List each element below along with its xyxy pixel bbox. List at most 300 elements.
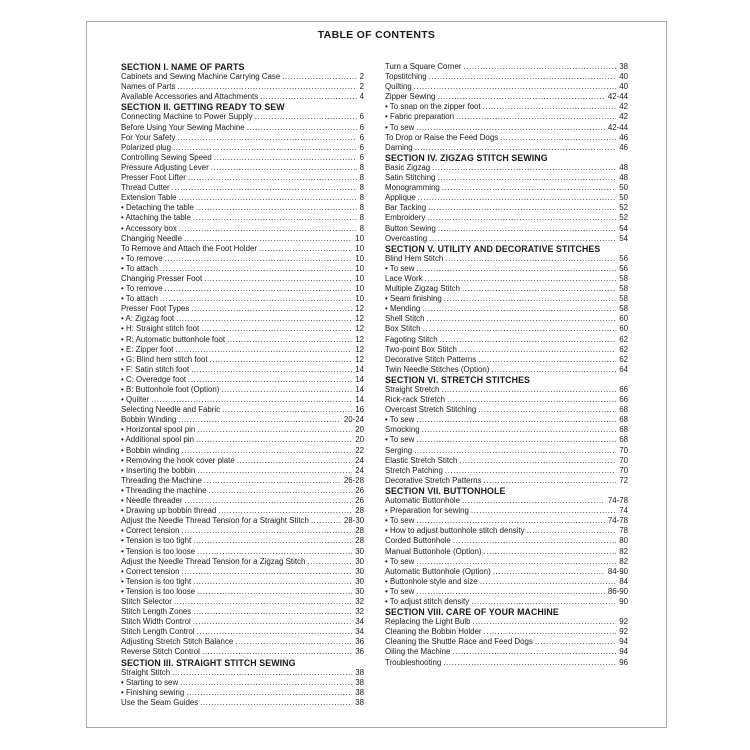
toc-entry-page: 8 (359, 173, 364, 183)
leader-dots (309, 516, 341, 526)
leader-dots (191, 577, 352, 587)
toc-entry (121, 264, 364, 274)
leader-dots (482, 627, 617, 637)
toc-entry-label: • F: Satin stitch foot (121, 364, 190, 374)
toc-entry (385, 456, 628, 466)
toc-entry-label: Troubleshooting (385, 657, 442, 667)
toc-entry-page: 38 (355, 667, 364, 677)
toc-entry-page: 92 (619, 617, 628, 627)
leader-dots (191, 617, 352, 627)
toc-entry (121, 587, 364, 597)
toc-entry (385, 234, 628, 244)
toc-entry-page: 68 (619, 415, 628, 425)
toc-entry (385, 547, 628, 557)
toc-entry (121, 425, 364, 435)
toc-entry-label: Cleaning the Shuttle Race and Feed Dogs (385, 637, 533, 647)
toc-entry-label: Connecting Machine to Power Supply (121, 112, 253, 122)
toc-entry-page: 6 (359, 122, 364, 132)
toc-entry-page: 56 (619, 263, 628, 273)
toc-entry (385, 567, 628, 577)
toc-entry-page: 12 (355, 314, 364, 324)
toc-entry-label: • Tension is too tight (121, 576, 192, 586)
toc-entry-label: Controlling Sewing Speed (121, 152, 212, 162)
leader-dots (195, 466, 352, 476)
leader-dots (199, 324, 352, 334)
toc-entry-page: 10 (355, 294, 364, 304)
toc-entry-label: • Drawing up bobbin thread (121, 506, 217, 516)
toc-entry-label: Zipper Sewing (385, 92, 436, 102)
toc-entry-page: 74-78 (607, 516, 628, 526)
toc-entry-label: • Seam finishing (385, 294, 442, 304)
leader-dots (257, 244, 352, 254)
toc-entry-page: 8 (359, 193, 364, 203)
leader-dots (170, 183, 357, 193)
toc-entry-label: • To sew (385, 516, 415, 526)
toc-entry (385, 627, 628, 637)
leader-dots (233, 637, 352, 647)
toc-entry-label: • How to adjust buttonhole stitch density (385, 526, 525, 536)
toc-entry (121, 143, 364, 153)
toc-entry (385, 405, 628, 415)
toc-entry (385, 183, 628, 193)
toc-entry (121, 647, 364, 657)
leader-dots (179, 526, 352, 536)
toc-entry (385, 213, 628, 223)
leader-dots (225, 335, 352, 345)
toc-entry-label: Bobbin Winding (121, 415, 177, 425)
toc-entry-page: 86-90 (607, 586, 628, 596)
toc-section-header: SECTION VII. BUTTONHOLE (385, 485, 506, 496)
toc-entry-page: 92 (619, 627, 628, 637)
leader-dots (189, 365, 352, 375)
toc-entry-page: 84 (619, 576, 628, 586)
toc-entry-label: • Finishing sewing (121, 687, 185, 697)
leader-dots (441, 658, 616, 668)
leader-dots (170, 668, 352, 678)
toc-entry-page: 60 (619, 324, 628, 334)
toc-entry-page: 50 (619, 193, 628, 203)
toc-entry (121, 526, 364, 536)
toc-entry-page: 10 (355, 253, 364, 263)
toc-entry-label: • Accessory box (121, 223, 177, 233)
toc-entry-label: Twin Needle Stitches (Option) (385, 364, 490, 374)
leader-dots (420, 425, 617, 435)
toc-entry-page: 38 (619, 62, 628, 71)
toc-entry (385, 304, 628, 314)
toc-entry-label: Stitch Length Zones (121, 607, 192, 617)
toc-entry-label: Blind Hem Stitch (385, 253, 444, 263)
toc-entry-label: Bar Tacking (385, 203, 427, 213)
toc-entry-page: 12 (355, 324, 364, 334)
toc-entry-label: Quilting (385, 82, 412, 92)
toc-entry (385, 587, 628, 597)
toc-entry (385, 345, 628, 355)
toc-entry (121, 577, 364, 587)
leader-dots (476, 355, 616, 365)
toc-entry-label: Multiple Zigzag Stitch (385, 284, 460, 294)
toc-entry-label: Changing Needle (121, 233, 182, 243)
toc-entry (121, 557, 364, 567)
toc-entry (121, 112, 364, 122)
toc-entry (121, 385, 364, 395)
leader-dots (469, 597, 616, 607)
toc-entry-page: 4 (359, 92, 364, 102)
toc-entry (385, 335, 628, 345)
toc-entry (385, 658, 628, 668)
toc-entry-page: 70 (619, 455, 628, 465)
leader-dots (195, 425, 352, 435)
toc-entry (121, 435, 364, 445)
leader-dots (173, 345, 352, 355)
toc-entry-page: 54 (619, 233, 628, 243)
toc-entry (385, 395, 628, 405)
toc-entry-label: Names of Parts (121, 82, 176, 92)
toc-section-header: SECTION III. STRAIGHT STITCH SEWING (121, 657, 296, 668)
toc-entry-page: 6 (359, 112, 364, 122)
toc-entry (385, 284, 628, 294)
toc-entry-label: Fagoting Stitch (385, 334, 438, 344)
toc-entry (385, 102, 628, 112)
toc-entry-label: To Drop or Raise the Feed Dogs (385, 132, 499, 142)
toc-entry (121, 274, 364, 284)
toc-entry-page: 68 (619, 405, 628, 415)
leader-dots (414, 557, 616, 567)
toc-entry-label: • To remove (121, 284, 163, 294)
leader-dots (216, 506, 352, 516)
toc-entry-label: • To snap on the zipper foot (385, 102, 481, 112)
toc-entry (121, 466, 364, 476)
leader-dots (420, 304, 616, 314)
toc-entry-page: 28-30 (343, 516, 364, 526)
toc-entry-page: 24 (355, 465, 364, 475)
toc-entry-page: 82 (619, 556, 628, 566)
toc-entry-label: Threading the Machine (121, 475, 202, 485)
toc-entry (385, 365, 628, 375)
leader-dots (189, 304, 352, 314)
toc-entry-label: Serging (385, 445, 413, 455)
leader-dots (158, 294, 352, 304)
leader-dots (158, 264, 352, 274)
toc-entry-label: Topstitching (385, 72, 427, 82)
leader-dots (212, 153, 357, 163)
toc-entry-page: 68 (619, 435, 628, 445)
leader-dots (253, 112, 357, 122)
toc-entry-page: 30 (355, 586, 364, 596)
toc-entry-page: 58 (619, 284, 628, 294)
toc-entry-label: Two-point Box Stitch (385, 344, 457, 354)
toc-entry (121, 476, 364, 486)
toc-entry-page: 66 (619, 385, 628, 394)
toc-entry-label: Corded Buttonhole (385, 536, 451, 546)
toc-entry-page: 82 (619, 546, 628, 556)
toc-entry (385, 526, 628, 536)
leader-dots (436, 224, 616, 234)
toc-entry-label: Pressure Adjusting Lever (121, 162, 209, 172)
toc-entry-label: Presser Foot Types (121, 304, 190, 314)
toc-entry-page: 58 (619, 304, 628, 314)
leader-dots (525, 526, 617, 536)
toc-entry-page: 48 (619, 173, 628, 183)
toc-entry-page: 46 (619, 132, 628, 142)
leader-dots (219, 385, 352, 395)
toc-entry-label: Elastic Stretch Stitch (385, 455, 458, 465)
leader-dots (414, 123, 604, 133)
toc-entry (385, 516, 628, 526)
toc-entry-page: 10 (355, 263, 364, 273)
leader-dots (195, 547, 352, 557)
manual-page (86, 21, 667, 728)
toc-columns (87, 62, 666, 708)
toc-entry-page: 28 (355, 506, 364, 516)
leader-dots (482, 547, 617, 557)
leader-dots (172, 597, 352, 607)
toc-entry-label: Straight Stretch (385, 385, 440, 394)
toc-entry-label: Box Stitch (385, 324, 421, 334)
toc-entry-label: Satin Stitching (385, 173, 436, 183)
toc-entry-page: 70 (619, 465, 628, 475)
leader-dots (305, 557, 352, 567)
toc-entry (121, 224, 364, 234)
toc-entry-page: 12 (355, 354, 364, 364)
toc-entry-label: Changing Presser Foot (121, 273, 203, 283)
toc-entry (121, 92, 364, 102)
leader-dots (478, 577, 617, 587)
toc-entry-label: • Threading the machine (121, 485, 207, 495)
leader-dots (175, 82, 356, 92)
leader-dots (533, 637, 616, 647)
leader-dots (439, 385, 616, 395)
toc-entry (121, 183, 364, 193)
toc-entry-page: 30 (355, 566, 364, 576)
leader-dots (186, 173, 357, 183)
toc-entry-label: • Preparation for sewing (385, 506, 469, 516)
toc-entry (385, 72, 628, 82)
toc-entry-page: 10 (355, 284, 364, 294)
leader-dots (476, 405, 616, 415)
toc-entry (121, 335, 364, 345)
leader-dots (175, 133, 356, 143)
leader-dots (424, 314, 616, 324)
toc-entry-page: 12 (355, 334, 364, 344)
toc-entry (385, 163, 628, 173)
toc-entry-label: Embroidery (385, 213, 426, 223)
toc-entry-label: Decorative Stretch Patterns (385, 475, 482, 485)
toc-entry-page: 38 (355, 677, 364, 687)
leader-dots (412, 82, 616, 92)
toc-entry-label: Reverse Stitch Control (121, 647, 200, 657)
toc-entry (385, 385, 628, 395)
toc-entry (121, 234, 364, 244)
toc-entry (385, 496, 628, 506)
leader-dots (183, 496, 353, 506)
toc-entry (121, 486, 364, 496)
leader-dots (149, 395, 352, 405)
toc-entry-page: 12 (355, 304, 364, 314)
toc-entry (121, 547, 364, 557)
toc-entry-page: 10 (355, 273, 364, 283)
toc-entry-label: Cabinets and Sewing Machine Carrying Case (121, 72, 281, 82)
toc-section-header: SECTION VIII. CARE OF YOUR MACHINE (385, 607, 559, 618)
toc-entry-page: 2 (359, 82, 364, 92)
leader-dots (471, 617, 617, 627)
toc-entry (121, 294, 364, 304)
toc-entry (121, 213, 364, 223)
leader-dots (195, 627, 353, 637)
toc-section-header: SECTION V. UTILITY AND DECORATIVE STITCHES (385, 243, 601, 254)
toc-entry-page: 60 (619, 314, 628, 324)
leader-dots (163, 284, 353, 294)
leader-dots (414, 415, 616, 425)
leader-dots (435, 173, 616, 183)
leader-dots (176, 415, 341, 425)
toc-entry-label: • Quilter (121, 395, 150, 405)
toc-entry (121, 698, 364, 708)
toc-section-header: SECTION II. GETTING READY TO SEW (121, 102, 285, 113)
leader-dots (177, 224, 357, 234)
toc-entry-label: For Your Safety (121, 132, 176, 142)
toc-entry-page: 6 (359, 152, 364, 162)
toc-entry (121, 395, 364, 405)
toc-entry-label: Automatic Buttonhole (Option) (385, 566, 491, 576)
toc-entry-label: • Correct tension (121, 526, 180, 536)
leader-dots (207, 486, 353, 496)
toc-entry-page: 30 (355, 556, 364, 566)
toc-entry-page: 40 (619, 72, 628, 82)
toc-entry-label: Use the Seam Guides (121, 697, 199, 707)
leader-dots (438, 335, 617, 345)
leader-dots (442, 294, 617, 304)
toc-entry-page: 96 (619, 657, 628, 667)
toc-entry-label: Adjust the Needle Thread Tension for a Straight Stitch (121, 516, 309, 526)
toc-entry-label: • G: Blind hem stitch foot (121, 354, 208, 364)
toc-entry (121, 567, 364, 577)
leader-dots (171, 143, 357, 153)
toc-entry-label: • Needle threader (121, 496, 183, 506)
toc-entry (385, 82, 628, 92)
leader-dots (174, 314, 352, 324)
toc-entry-label: Darning (385, 142, 413, 152)
toc-entry (121, 405, 364, 415)
toc-entry-label: Manual Buttonhole (Option) (385, 546, 482, 556)
leader-dots (208, 355, 353, 365)
leader-dots (421, 324, 617, 334)
toc-entry-page: 42 (619, 112, 628, 122)
toc-entry (385, 425, 628, 435)
toc-entry-page: 74-78 (607, 496, 628, 506)
toc-entry (121, 365, 364, 375)
toc-entry-page: 94 (619, 647, 628, 657)
leader-dots (200, 647, 352, 657)
toc-entry-label: • Inserting the bobbin (121, 465, 196, 475)
toc-entry (385, 324, 628, 334)
toc-section-header: SECTION IV. ZIGZAG STITCH SEWING (385, 152, 548, 163)
leader-dots (235, 456, 352, 466)
leader-dots (469, 506, 616, 516)
toc-entry (121, 284, 364, 294)
toc-entry (385, 435, 628, 445)
toc-entry-page: 2 (359, 72, 364, 82)
toc-entry-page: 74 (619, 506, 628, 516)
toc-entry-label: Cleaning the Bobbin Holder (385, 627, 482, 637)
toc-entry-label: • Starting to sew (121, 677, 179, 687)
toc-entry-label: To Remove and Attach the Foot Holder (121, 243, 257, 253)
toc-entry (121, 244, 364, 254)
toc-entry-page: 68 (619, 425, 628, 435)
toc-entry (385, 415, 628, 425)
toc-entry (385, 203, 628, 213)
toc-entry-label: Stitch Width Control (121, 617, 191, 627)
leader-dots (198, 698, 352, 708)
toc-entry-page: 80 (619, 536, 628, 546)
toc-entry-label: • C: Overedge foot (121, 374, 187, 384)
toc-entry-label: • Fabric preparation (385, 112, 454, 122)
leader-dots (258, 92, 356, 102)
toc-entry (385, 254, 628, 264)
toc-entry-label: Overcasting (385, 233, 428, 243)
toc-entry (121, 536, 364, 546)
leader-dots (457, 456, 616, 466)
toc-entry-page: 38 (355, 687, 364, 697)
toc-entry-page: 34 (355, 617, 364, 627)
toc-entry-page: 64 (619, 364, 628, 374)
toc-entry (121, 163, 364, 173)
toc-entry (121, 678, 364, 688)
toc-entry-page: 20 (355, 425, 364, 435)
toc-entry (385, 173, 628, 183)
toc-entry (121, 617, 364, 627)
toc-entry (121, 355, 364, 365)
toc-entry-page: 46 (619, 142, 628, 152)
toc-entry-label: Adjusting Stretch Stitch Balance (121, 637, 234, 647)
leader-dots (443, 466, 616, 476)
toc-entry-page: 22 (355, 445, 364, 455)
toc-column-left (121, 62, 364, 708)
toc-entry-page: 26 (355, 496, 364, 506)
leader-dots (440, 183, 616, 193)
toc-entry (385, 617, 628, 627)
toc-entry-page: 94 (619, 637, 628, 647)
toc-entry (121, 324, 364, 334)
toc-entry-page: 6 (359, 142, 364, 152)
toc-entry-page: 42-44 (607, 122, 628, 132)
leader-dots (191, 213, 357, 223)
toc-entry (121, 668, 364, 678)
toc-entry (121, 446, 364, 456)
toc-entry-label: • Tension is too loose (121, 586, 196, 596)
toc-entry-page: 30 (355, 576, 364, 586)
toc-entry-page: 24 (355, 455, 364, 465)
toc-column-right (385, 62, 628, 708)
toc-entry-label: Extension Table (121, 193, 177, 203)
toc-entry-page: 42-44 (607, 92, 628, 102)
toc-entry-page: 10 (355, 233, 364, 243)
toc-entry-label: • B: Buttonhole foot (Option) (121, 385, 220, 394)
toc-entry (121, 314, 364, 324)
leader-dots (220, 405, 352, 415)
leader-dots (202, 476, 341, 486)
toc-entry-label: Lace Work (385, 273, 423, 283)
toc-entry-page: 26-28 (343, 475, 364, 485)
leader-dots (280, 72, 356, 82)
toc-entry-label: • To sew (385, 586, 415, 596)
toc-entry-page: 66 (619, 395, 628, 405)
toc-entry (121, 203, 364, 213)
leader-dots (460, 496, 605, 506)
toc-entry (385, 133, 628, 143)
toc-entry-label: Overcast Stretch Stitching (385, 405, 477, 415)
toc-entry-label: Replacing the Light Bulb (385, 617, 471, 627)
toc-entry-page: 52 (619, 213, 628, 223)
